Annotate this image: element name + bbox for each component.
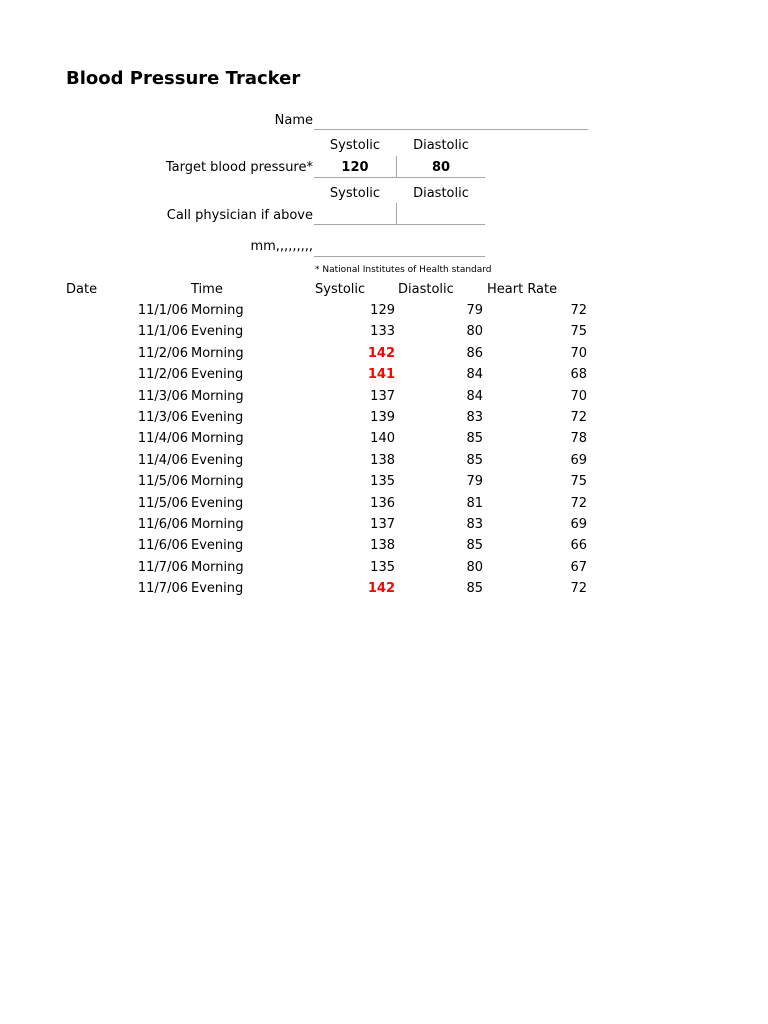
time-cell[interactable]: Morning <box>191 559 244 575</box>
systolic-cell[interactable]: 140 <box>370 431 395 447</box>
systolic-cell[interactable]: 135 <box>370 559 395 575</box>
target-diastolic-value[interactable]: 80 <box>431 160 451 175</box>
physician-divider <box>396 203 397 224</box>
heart-rate-cell[interactable]: 68 <box>570 367 587 383</box>
header-time: Time <box>191 282 223 297</box>
date-cell[interactable]: 11/7/06 <box>137 581 188 597</box>
systolic-cell[interactable]: 137 <box>370 388 395 404</box>
systolic-cell[interactable]: 139 <box>370 410 395 425</box>
systolic-cell[interactable]: 142 <box>367 581 395 597</box>
date-cell[interactable]: 11/5/06 <box>137 474 188 490</box>
unit-underline <box>314 256 485 257</box>
diastolic-cell[interactable]: 81 <box>466 495 483 511</box>
physician-label: Call physician if above <box>166 208 313 223</box>
unit-label: mm,,,,,,,,, <box>250 239 313 254</box>
time-cell[interactable]: Evening <box>191 324 244 340</box>
heart-rate-cell[interactable]: 67 <box>570 559 587 575</box>
heart-rate-cell[interactable]: 70 <box>570 345 587 361</box>
header-heart-rate: Heart Rate <box>487 282 558 297</box>
heart-rate-cell[interactable]: 75 <box>570 324 587 340</box>
diastolic-cell[interactable]: 85 <box>466 452 483 468</box>
systolic-cell[interactable]: 138 <box>370 538 395 554</box>
systolic-cell[interactable]: 138 <box>370 452 395 468</box>
time-cell[interactable]: Morning <box>191 517 244 532</box>
heart-rate-cell[interactable]: 69 <box>570 517 587 532</box>
time-cell[interactable]: Evening <box>191 452 244 468</box>
target-systolic-header: Systolic <box>329 138 381 153</box>
heart-rate-cell[interactable]: 72 <box>570 581 587 597</box>
date-cell[interactable]: 11/2/06 <box>137 367 188 383</box>
time-cell[interactable]: Morning <box>191 388 244 404</box>
date-cell[interactable]: 11/6/06 <box>137 538 188 554</box>
systolic-cell[interactable]: 135 <box>370 474 395 490</box>
systolic-cell[interactable]: 142 <box>367 345 395 361</box>
heart-rate-cell[interactable]: 72 <box>570 303 587 318</box>
time-cell[interactable]: Evening <box>191 495 244 511</box>
diastolic-cell[interactable]: 79 <box>466 474 483 490</box>
table-row <box>0 451 768 472</box>
table-row <box>0 387 768 408</box>
time-cell[interactable]: Evening <box>191 410 244 425</box>
table-row <box>0 365 768 386</box>
name-label: Name <box>274 113 313 128</box>
footnote: * National Institutes of Health standard <box>315 265 492 275</box>
table-row <box>0 322 768 343</box>
date-cell[interactable]: 11/7/06 <box>137 559 188 575</box>
date-cell[interactable]: 11/2/06 <box>137 345 188 361</box>
heart-rate-cell[interactable]: 69 <box>570 452 587 468</box>
date-cell[interactable]: 11/4/06 <box>137 452 188 468</box>
heart-rate-cell[interactable]: 75 <box>570 474 587 490</box>
table-row <box>0 301 768 322</box>
diastolic-cell[interactable]: 79 <box>466 303 483 318</box>
physician-diastolic-header: Diastolic <box>413 186 469 201</box>
date-cell[interactable]: 11/4/06 <box>137 431 188 447</box>
systolic-cell[interactable]: 137 <box>370 517 395 532</box>
systolic-cell[interactable]: 133 <box>370 324 395 340</box>
diastolic-cell[interactable]: 86 <box>466 345 483 361</box>
table-row <box>0 344 768 365</box>
diastolic-cell[interactable]: 83 <box>466 410 483 425</box>
target-systolic-value[interactable]: 120 <box>341 160 369 175</box>
diastolic-cell[interactable]: 85 <box>466 581 483 597</box>
diastolic-cell[interactable]: 85 <box>466 538 483 554</box>
time-cell[interactable]: Morning <box>191 431 244 447</box>
time-cell[interactable]: Evening <box>191 538 244 554</box>
heart-rate-cell[interactable]: 66 <box>570 538 587 554</box>
header-date: Date <box>66 282 98 297</box>
page-title: Blood Pressure Tracker <box>66 68 301 89</box>
target-underline <box>314 177 485 178</box>
heart-rate-cell[interactable]: 70 <box>570 388 587 404</box>
table-row <box>0 536 768 557</box>
header-systolic: Systolic <box>315 282 366 297</box>
diastolic-cell[interactable]: 80 <box>466 324 483 340</box>
time-cell[interactable]: Evening <box>191 367 244 383</box>
time-cell[interactable]: Morning <box>191 474 244 490</box>
date-cell[interactable]: 11/1/06 <box>137 324 188 340</box>
date-cell[interactable]: 11/3/06 <box>137 388 188 404</box>
systolic-cell[interactable]: 136 <box>370 495 395 511</box>
table-row <box>0 408 768 429</box>
heart-rate-cell[interactable]: 78 <box>570 431 587 447</box>
diastolic-cell[interactable]: 84 <box>466 388 483 404</box>
header-diastolic: Diastolic <box>398 282 454 297</box>
systolic-cell[interactable]: 129 <box>370 303 395 318</box>
target-divider <box>396 156 397 177</box>
systolic-cell[interactable]: 141 <box>367 367 395 383</box>
time-cell[interactable]: Morning <box>191 303 244 318</box>
table-row <box>0 558 768 579</box>
diastolic-cell[interactable]: 85 <box>466 431 483 447</box>
date-cell[interactable]: 11/6/06 <box>137 517 188 532</box>
diastolic-cell[interactable]: 84 <box>466 367 483 383</box>
date-cell[interactable]: 11/3/06 <box>137 410 188 425</box>
date-cell[interactable]: 11/1/06 <box>137 303 188 318</box>
heart-rate-cell[interactable]: 72 <box>570 410 587 425</box>
table-row <box>0 472 768 493</box>
table-row <box>0 579 768 600</box>
target-label: Target blood pressure* <box>165 160 313 175</box>
heart-rate-cell[interactable]: 72 <box>570 495 587 511</box>
time-cell[interactable]: Morning <box>191 345 244 361</box>
physician-underline <box>314 224 485 225</box>
date-cell[interactable]: 11/5/06 <box>137 495 188 511</box>
diastolic-cell[interactable]: 80 <box>466 559 483 575</box>
target-diastolic-header: Diastolic <box>413 138 469 153</box>
physician-systolic-header: Systolic <box>329 186 381 201</box>
name-underline <box>314 129 588 130</box>
diastolic-cell[interactable]: 83 <box>466 517 483 532</box>
table-row <box>0 429 768 450</box>
table-row <box>0 494 768 515</box>
time-cell[interactable]: Evening <box>191 581 244 597</box>
table-row <box>0 515 768 536</box>
